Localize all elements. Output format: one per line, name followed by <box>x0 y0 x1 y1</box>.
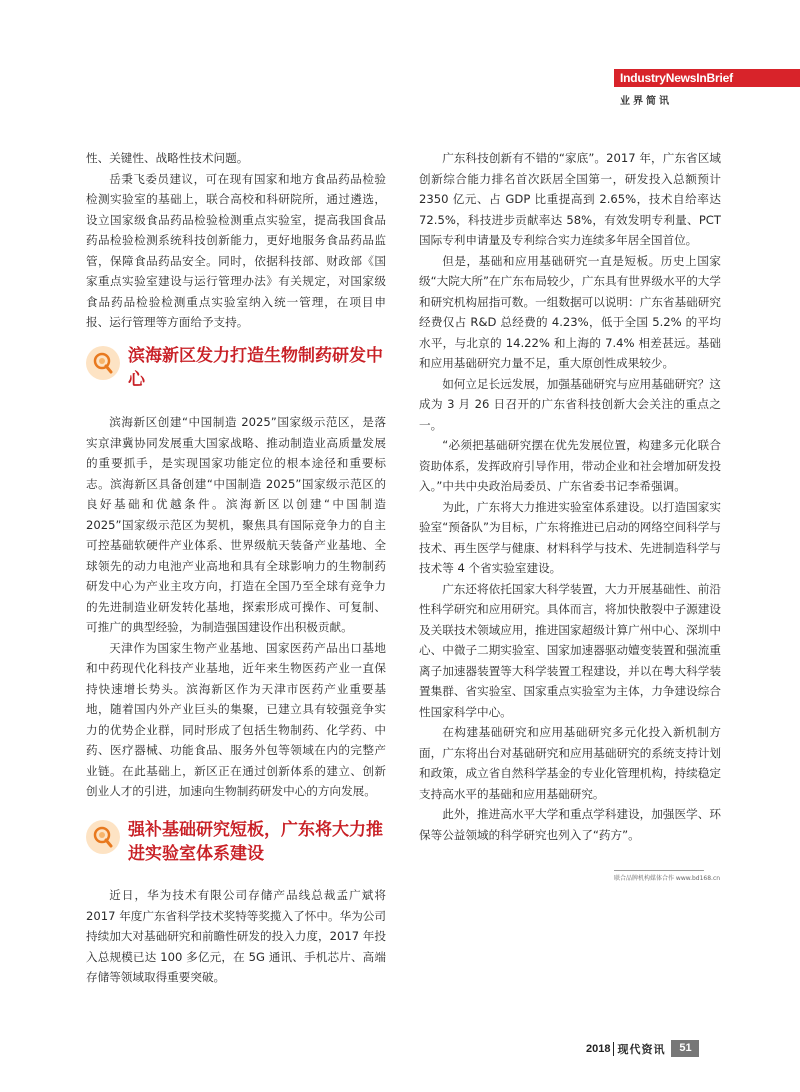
paragraph: “必须把基础研究摆在优先发展位置，构建多元化联合资助体系，发挥政府引导作用，带动企业和社会增加研发投入。”中共中央政治局委员、广东省委书记李希强调。 <box>419 438 721 493</box>
paragraph: 性、关键性、战略性技术问题。 <box>86 151 249 165</box>
left-column-intro <box>86 148 386 333</box>
magazine-name: 现代资讯 <box>617 1042 666 1056</box>
paragraph: 近日，华为技术有限公司存储产品线总裁孟广斌将 2017 年度广东省科学技术奖特等奖揽入了怀中。华为公司持续加大对基础研究和前瞻性研发的投入力度，2017 年投入总规模已达 100 多亿元，在 5G 通讯、手机芯片、高端存储等领域取得重要突破。 <box>86 888 386 984</box>
footer-divider <box>613 1042 614 1056</box>
section-heading-guangdong <box>86 818 396 866</box>
left-column-section1 <box>86 412 386 802</box>
paragraph: 广东还将依托国家大科学装置，大力开展基础性、前沿性科学研究和应用研究。具体而言，将加快散裂中子源建设及关联技术领域应用，推进国家超级计算广州中心、深圳中心、中微子二期实验室、国家加速器驱动嬗变装置和强流重离子加速器装置等大科学装置工程建设，并以在粤大科学装置集群、省实验室、国家重点实验室为主体，力争建设综合性国家科学中心。 <box>419 581 721 719</box>
paragraph: 在构建基础研究和应用基础研究多元化投入新机制方面，广东将出台对基础研究和应用基础研究的系统支持计划和政策，成立省自然科学基金的专业化管理机构，持续稳定支持高水平的基础和应用基础研究。 <box>419 725 721 801</box>
section-subtitle: 业界简讯 <box>620 96 672 107</box>
paragraph: 为此，广东将大力推进实验室体系建设。以打造国家实验室“预备队”为目标，广东将推进已启动的网络空间科学与技术、再生医学与健康、材料科学与技术、先进制造科学与技术等 4 个省实验室建设。 <box>419 499 721 575</box>
issue-year: 2018 <box>586 1042 611 1055</box>
paragraph: 但是，基础和应用基础研究一直是短板。历史上国家级“大院大所”在广东布局较少，广东具有世界级水平的大学和研究机构屈指可数。一组数据可以说明：广东省基础研究经费仅占 R&D 总经费的 4.23%，低于全国 5.2% 的平均水平，与北京的 14.22% 和上海的 7.4% 相差甚远。基础和应用基础研究力量不足，重大原创性成果较少。 <box>419 253 721 370</box>
section-title: 滨海新区发力打造生物制药研发中心 <box>128 346 383 390</box>
paragraph: 广东科技创新有不错的“家底”。2017 年，广东省区域创新综合能力排名首次跃居全国第一，研发投入总额预计 2350 亿元、占 GDP 比重提高到 2.65%，技术自给率达 72.5%，科技进步贡献率达 58%，有效发明专利量、PCT 国际专利申请量及专利综合实力连续多年居全国首位。 <box>419 151 721 247</box>
paragraph: 岳秉飞委员建议，可在现有国家和地方食品药品检验检测实验室的基础上，联合高校和科研院所，通过遴选，设立国家级食品药品检验检测重点实验室，提高我国食品药品检验检测系统科技创新能力，更好地服务食品药品监管，保障食品药品安全。同时，依据科技部、财政部《国家重点实验室建设与运行管理办法》有关规定，对国家级食品药品检验检测重点实验室纳入统一管理，在项目申报、运行管理等方面给予支持。 <box>86 171 386 329</box>
page-number: 51 <box>671 1040 699 1057</box>
right-column <box>419 148 721 845</box>
paragraph: 滨海新区创建“中国制造 2025”国家级示范区，是落实京津冀协同发展重大国家战略、推动制造业高质量发展的重要抓手，是实现国家功能定位的根本途径和重要标志。滨海新区具备创建“中国制造 2025”国家级示范区的良好基础和优越条件。滨海新区以创建“中国制造 2025”国家级示范区为契机，聚焦具有国际竞争力的自主可控基础软硬件产业体系、世界级航天装备产业基地、全球领先的动力电池产业高地和具有全球影响力的生物制药研发中心为产业主攻方向，打造在全国乃至全球有竞争力的先进制造业研发转化基地，探索形成可操作、可复制、可推广的典型经验，为制造强国建设作出积极贡献。 <box>86 415 386 634</box>
section-badge: IndustryNewsInBrief <box>614 69 800 87</box>
left-column-section2 <box>86 885 386 988</box>
paragraph: 此外，推进高水平大学和重点学科建设，加强医学、环保等公益领域的科学研究也列入了“药方”。 <box>419 807 721 842</box>
page-footer <box>586 1040 699 1057</box>
paragraph: 如何立足长远发展，加强基础研究与应用基础研究？这成为 3 月 26 日召开的广东省科技创新大会关注的重点之一。 <box>419 376 721 432</box>
paragraph: 天津作为国家生物产业基地、国家医药产品出口基地和中药现代化科技产业基地，近年来生物医药产业一直保持快速增长势头。滨海新区作为天津市医药产业重要基地，随着国内外产业巨头的集聚，已建立具有较强竞争实力的优势企业群，同时形成了包括生物制药、化学药、中药、医疗器械、功能食品、服务外包等领域在内的完整产业链。在此基础上，新区正在通过创新体系的建立、创新创业人才的引进，加速向生物制药研发中心的方向发展。 <box>86 640 386 798</box>
section-heading-binhai <box>86 344 396 392</box>
credit-divider <box>614 870 704 871</box>
section-title: 强补基础研究短板，广东将大力推进实验室体系建设 <box>128 820 383 864</box>
magnifier-icon <box>86 346 120 380</box>
source-credit: 联合品牌机构媒体合作 www.bd168.cn <box>614 875 721 882</box>
magnifier-icon <box>86 820 120 854</box>
